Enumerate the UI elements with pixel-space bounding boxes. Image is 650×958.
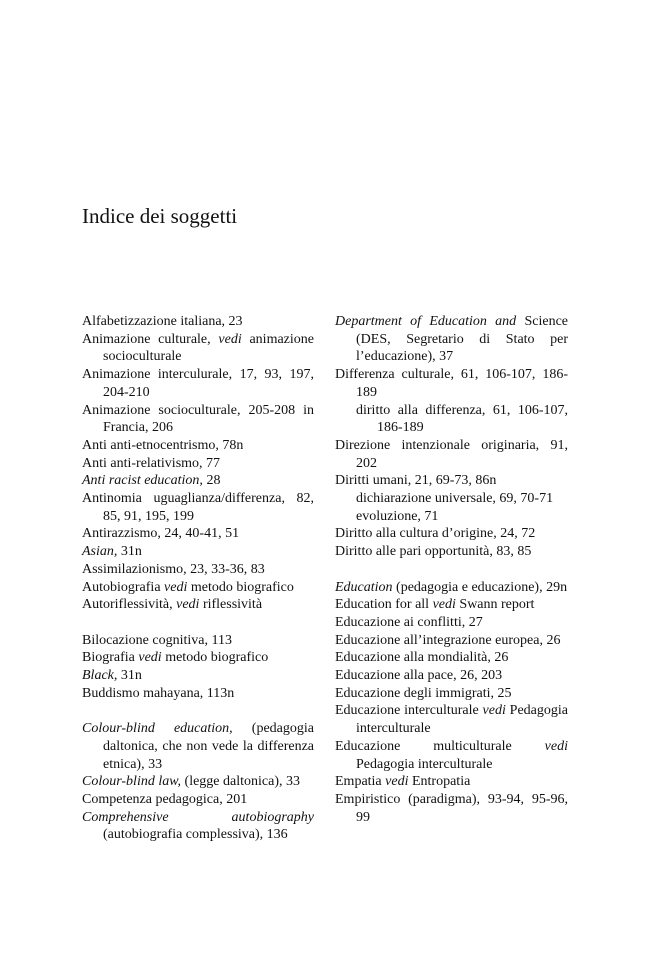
- index-entry-text: Educazione ai conflitti, 27: [335, 614, 483, 630]
- index-entry-text: 28: [202, 473, 221, 489]
- index-entry-text: Diritti umani, 21, 69-73, 86n: [335, 473, 497, 489]
- index-entry-italic-text: vedi: [164, 579, 188, 595]
- index-entry: [82, 649, 314, 667]
- index-entry-text: Autobiografia: [82, 579, 165, 595]
- index-entry-text: Educazione degli immigrati, 25: [335, 685, 512, 701]
- index-entry: [82, 402, 314, 437]
- index-entry-text: Alfabetizzazione italiana, 23: [82, 314, 243, 329]
- index-entry-text: Pedagogia interculturale: [356, 703, 568, 737]
- index-entry: [335, 437, 568, 472]
- index-entry-text: Educazione interculturale: [335, 703, 483, 719]
- index-entry-text: Anti anti-etnocentrismo, 78n: [82, 437, 244, 453]
- index-entry-text: evoluzione, 71: [356, 508, 439, 524]
- index-entry-italic-text: vedi: [432, 597, 456, 613]
- index-entry-italic-text: vedi: [544, 738, 568, 754]
- index-entry-text: Swann report: [455, 597, 535, 613]
- index-entry-text: Pedagogia interculturale: [356, 756, 493, 772]
- index-entry-italic-text: Colour-blind education: [82, 721, 230, 737]
- index-entry-text: Animazione interculurale, 17, 93, 197, 204-210: [82, 367, 314, 400]
- index-entry: [335, 579, 568, 597]
- index-entry: [335, 366, 568, 401]
- index-entry: [82, 313, 314, 331]
- index-entry: [335, 702, 568, 737]
- index-entry-italic-text: Department of Education and: [335, 314, 517, 329]
- index-entry-text: Education for all: [335, 597, 433, 613]
- index-entry-text: (pedagogia e educazione), 29n: [392, 579, 568, 595]
- index-entry-text: (legge daltonica), 33: [181, 774, 300, 790]
- index-entry-text: metodo biografico: [187, 579, 294, 595]
- index-entry-text: Empatia: [335, 774, 386, 790]
- index-entry-text: Educazione alla pace, 26, 203: [335, 668, 503, 684]
- index-entry-text: diritto alla differenza, 61, 106-107, 186-189: [356, 402, 568, 436]
- index-entry-italic-text: Anti racist education,: [82, 473, 203, 489]
- index-entry-text: Diritto alla cultura d’origine, 24, 72: [335, 526, 536, 542]
- index-entry-text: Autoriflessività,: [82, 597, 177, 613]
- index-subentry: [335, 508, 568, 526]
- index-entry-italic-text: Colour-blind law,: [82, 774, 182, 790]
- index-entry-italic-text: vedi: [176, 597, 200, 613]
- index-entry: [82, 596, 314, 614]
- index-entry: [335, 596, 568, 614]
- index-entry: [82, 791, 314, 809]
- index-entry: [335, 667, 568, 685]
- index-entry-text: Animazione culturale,: [82, 331, 219, 347]
- index-entry-text: Buddismo mahayana, 113n: [82, 685, 235, 701]
- index-entry-text: Direzione intenzionale originaria, 91, 202: [335, 437, 568, 471]
- index-entry: [335, 472, 568, 490]
- index-entry: [335, 738, 568, 773]
- index-entry-italic-text: vedi: [385, 774, 409, 790]
- index-subentry: [335, 490, 568, 508]
- index-entry-italic-text: Asian,: [82, 544, 118, 560]
- index-entry-text: Assimilazionismo, 23, 33-36, 83: [82, 561, 265, 577]
- index-entry-text: Educazione alla mondialità, 26: [335, 650, 509, 666]
- index-entry: [335, 632, 568, 650]
- index-entry-italic-text: Black,: [82, 668, 118, 684]
- index-entry: [335, 525, 568, 543]
- index-entry-text: Educazione all’integrazione europea, 26: [335, 632, 561, 648]
- index-column-right: [335, 313, 568, 826]
- index-entry: [82, 561, 314, 579]
- index-entry-italic-text: vedi: [218, 331, 242, 347]
- index-entry-italic-text: Education: [335, 579, 393, 595]
- index-entry: [335, 791, 568, 826]
- page-title: Indice dei soggetti: [82, 204, 238, 228]
- index-entry-text: Anti anti-relativismo, 77: [82, 455, 221, 471]
- index-entry: [82, 543, 314, 561]
- index-entry-text: Competenza pedagogica, 201: [82, 791, 248, 807]
- index-entry: [82, 809, 314, 844]
- index-entry: [82, 632, 314, 650]
- index-entry-text: Empiristico (paradigma), 93-94, 95-96, 99: [335, 791, 568, 825]
- index-entry-text: metodo biografico: [161, 650, 269, 666]
- index-entry-text: Antinomia uguaglianza/differenza, 82, 85, 91, 195, 199: [82, 491, 314, 524]
- index-entry-text: Bilocazione cognitiva, 113: [82, 632, 232, 648]
- index-entry: [335, 685, 568, 703]
- index-column-left: [82, 313, 314, 844]
- index-entry: [335, 773, 568, 791]
- index-entry: [82, 472, 314, 490]
- index-entry-text: (autobiografia complessiva), 136: [103, 827, 288, 843]
- index-entry-text: dichiarazione universale, 69, 70-71: [356, 491, 554, 507]
- index-entry: [335, 649, 568, 667]
- index-entry-text: Biografia: [82, 650, 139, 666]
- index-entry-text: 31n: [117, 544, 142, 560]
- index-entry-italic-text: vedi: [138, 650, 162, 666]
- index-entry: [335, 543, 568, 561]
- index-entry: [82, 720, 314, 773]
- index-entry-text: riflessività: [199, 597, 263, 613]
- index-entry: [82, 685, 314, 703]
- index-entry: [82, 331, 314, 366]
- index-entry: [82, 455, 314, 473]
- index-entry-italic-text: Comprehensive autobiography: [82, 809, 314, 825]
- index-entry-text: Educazione multiculturale: [335, 738, 545, 754]
- index-entry-italic-text: vedi: [482, 703, 506, 719]
- index-entry: [82, 667, 314, 685]
- index-entry-text: Antirazzismo, 24, 40-41, 51: [82, 526, 240, 542]
- index-entry-text: 31n: [117, 668, 142, 684]
- index-entry: [82, 773, 314, 791]
- index-entry: [82, 490, 314, 525]
- index-subentry: [335, 402, 568, 437]
- index-entry: [82, 525, 314, 543]
- index-entry: [82, 366, 314, 401]
- index-entry: [82, 579, 314, 597]
- index-entry-text: Diritto alle pari opportunità, 83, 85: [335, 544, 532, 560]
- index-entry: [335, 614, 568, 632]
- index-entry-text: Science (DES, Segretario di Stato per l’educazione), 37: [356, 314, 569, 365]
- index-entry-text: Animazione socioculturale, 205-208 in Francia, 206: [82, 402, 314, 436]
- index-entry-text: animazione socioculturale: [103, 331, 314, 365]
- index-entry-text: Entropatia: [408, 774, 471, 790]
- index-entry: [335, 313, 568, 366]
- index-entry-text: Differenza culturale, 61, 106-107, 186-189: [335, 367, 568, 400]
- index-entry: [82, 437, 314, 455]
- index-entry-text: , (pedagogia daltonica, che non vede la differenza etnica), 33: [103, 721, 314, 772]
